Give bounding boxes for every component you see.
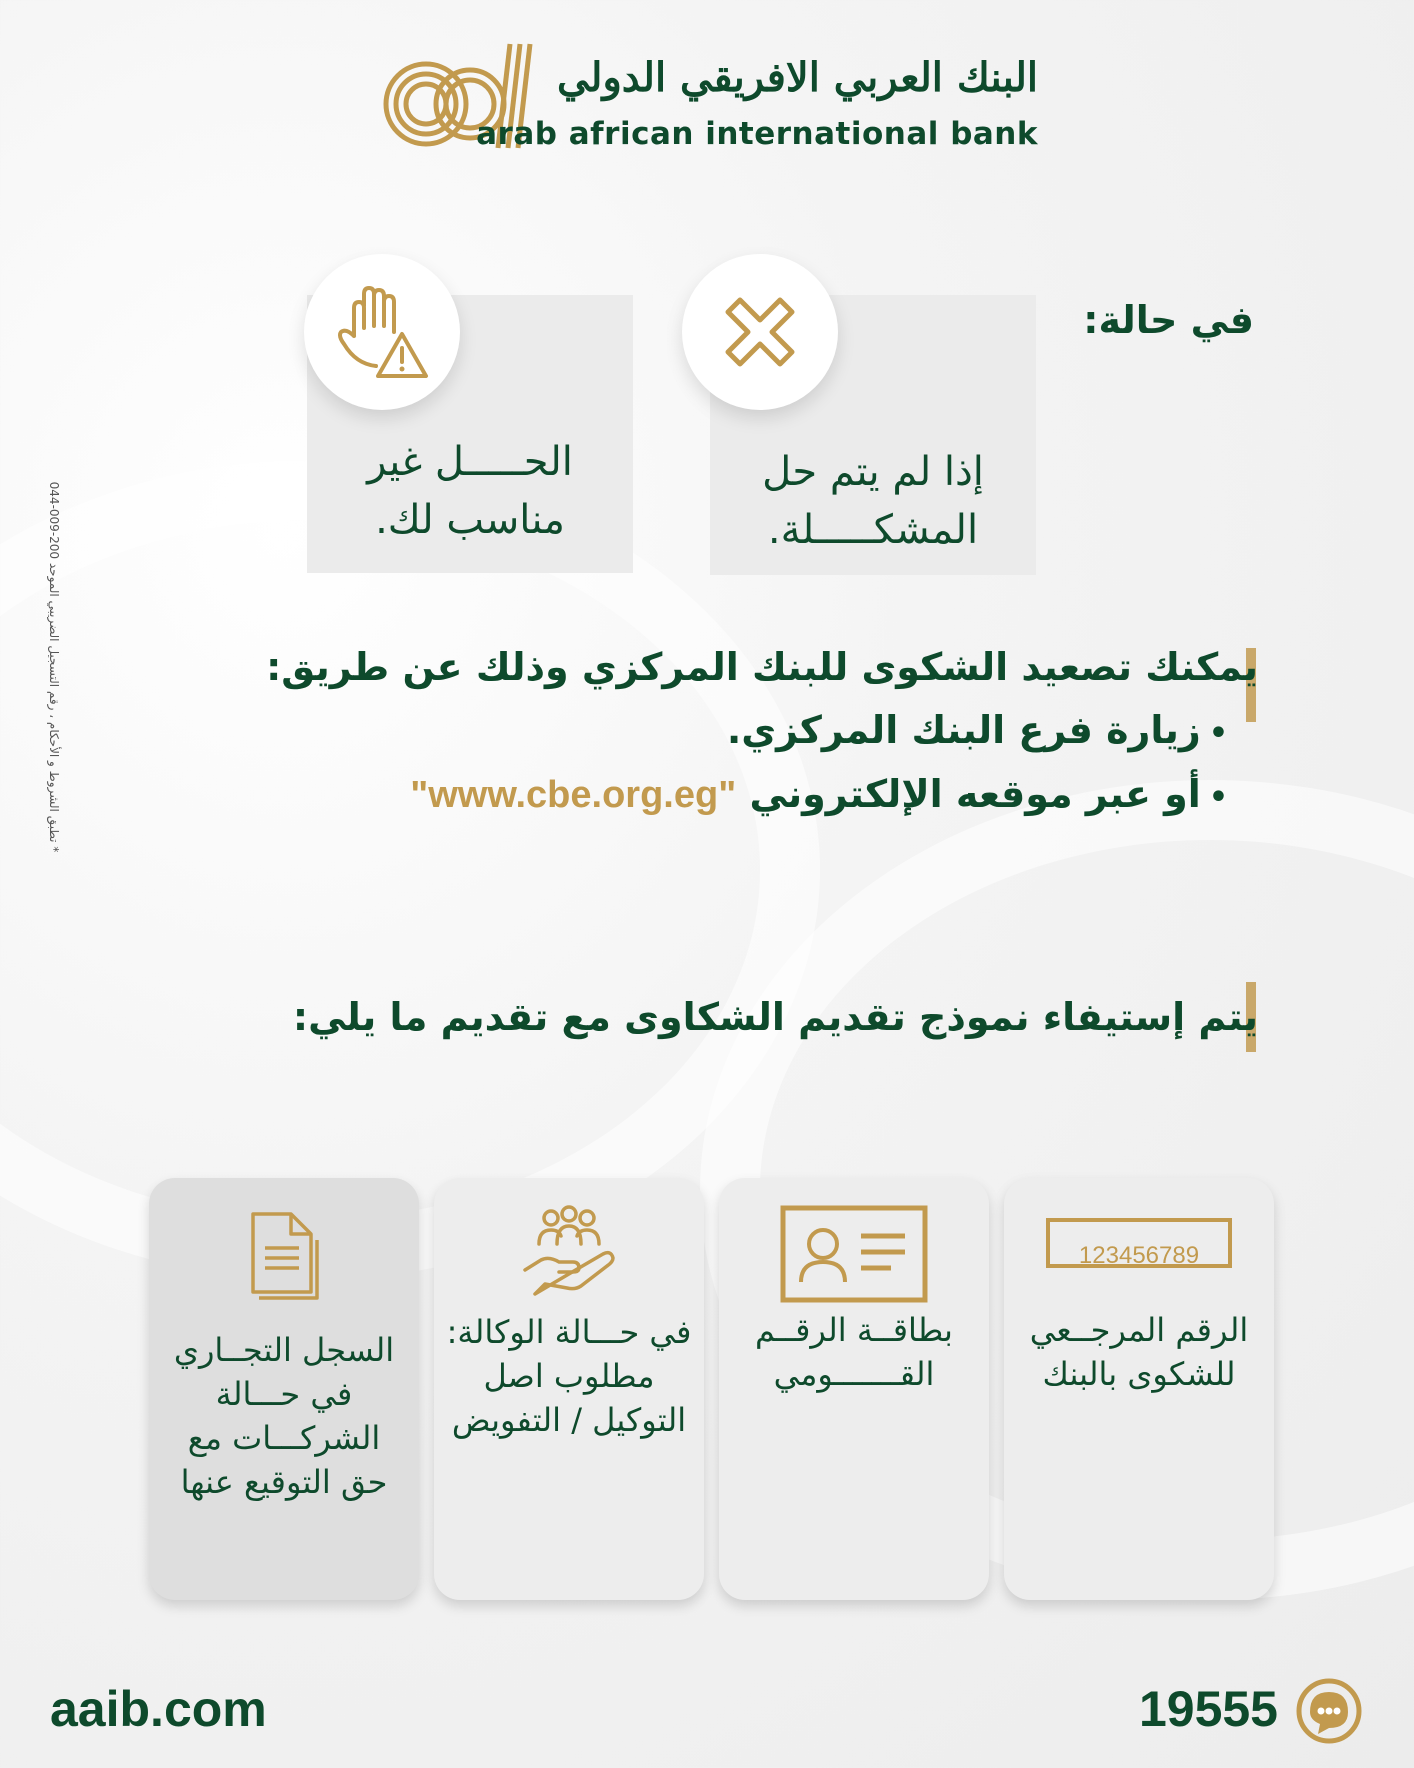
background-swirl xyxy=(0,460,820,1280)
people-hand-icon xyxy=(519,1204,619,1304)
escalate-title: يمكنك تصعيد الشكوى للبنك المركزي وذلك عن طريق: xyxy=(266,645,1258,689)
card-line: الشركـــات مع xyxy=(187,1419,381,1457)
bank-logo xyxy=(378,40,1038,160)
card-line: الرقم المرجــعي xyxy=(1029,1311,1249,1349)
card-line: بطاقــة الرقــم xyxy=(755,1311,953,1349)
case-item-line: مناسب لك. xyxy=(375,497,565,543)
card-line: حق التوقيع عنها xyxy=(180,1463,388,1501)
card-reference-number xyxy=(1004,1178,1274,1600)
requirements-title: يتم إستيفاء نموذج تقديم الشكاوى مع تقديم ما يلي: xyxy=(292,995,1258,1039)
id-card-icon xyxy=(779,1204,929,1304)
chat-support-icon xyxy=(1296,1678,1362,1744)
case-item-line: الحـــــل غير xyxy=(367,439,573,485)
card-text xyxy=(1016,1308,1262,1396)
x-circle xyxy=(682,254,838,410)
bullet-dot: • xyxy=(1208,780,1228,815)
case-title: في حالة: xyxy=(1083,298,1254,342)
card-text xyxy=(446,1310,692,1442)
card-commercial-register xyxy=(149,1178,419,1600)
document-icon xyxy=(239,1204,329,1304)
card-icon-area xyxy=(719,1204,989,1314)
website-link[interactable]: aaib.com xyxy=(50,1681,267,1737)
escalate-bullet xyxy=(410,772,1228,817)
bank-name-arabic: البنك العربي الافريقي الدولي xyxy=(556,54,1038,101)
card-icon-area xyxy=(434,1204,704,1314)
x-mark-icon xyxy=(710,282,810,382)
card-line: القـــــــومي xyxy=(773,1355,935,1393)
hand-circle xyxy=(304,254,460,410)
bullet-text: أو عبر موقعه الإلكتروني xyxy=(749,772,1201,816)
bullet-dot: • xyxy=(1208,716,1228,751)
card-line: في حـــالة xyxy=(215,1375,353,1413)
card-line: مطلوب اصل xyxy=(483,1357,655,1395)
card-power-of-attorney xyxy=(434,1178,704,1600)
stop-hand-warning-icon xyxy=(332,282,432,382)
reference-number-value: 123456789 xyxy=(1078,1242,1200,1269)
card-line: في حـــالة الوكالة: xyxy=(446,1313,692,1351)
escalate-bullet xyxy=(727,708,1228,752)
card-line: للشكوى بالبنك xyxy=(1042,1355,1236,1393)
bank-name-english: arab african international bank xyxy=(476,116,1038,152)
legal-note xyxy=(44,440,60,900)
card-national-id xyxy=(719,1178,989,1600)
card-text xyxy=(161,1328,407,1504)
legal-note-text: * تطبق الشروط و الأحكام ، رقم التسجيل الضريبي الموحد 200-009-044 xyxy=(47,481,61,853)
case-item-line: إذا لم يتم حل xyxy=(762,449,984,495)
card-line: السجل التجــاري xyxy=(173,1331,395,1369)
hotline-number[interactable]: 19555 xyxy=(1138,1681,1278,1737)
cbe-website-link[interactable]: "www.cbe.org.eg" xyxy=(410,774,737,816)
bullet-text: زيارة فرع البنك المركزي. xyxy=(726,708,1201,752)
card-line: التوكيل / التفويض xyxy=(451,1401,687,1439)
card-text xyxy=(731,1308,977,1396)
case-item-line: المشكـــــلة. xyxy=(767,507,979,553)
card-icon-area xyxy=(149,1204,419,1314)
